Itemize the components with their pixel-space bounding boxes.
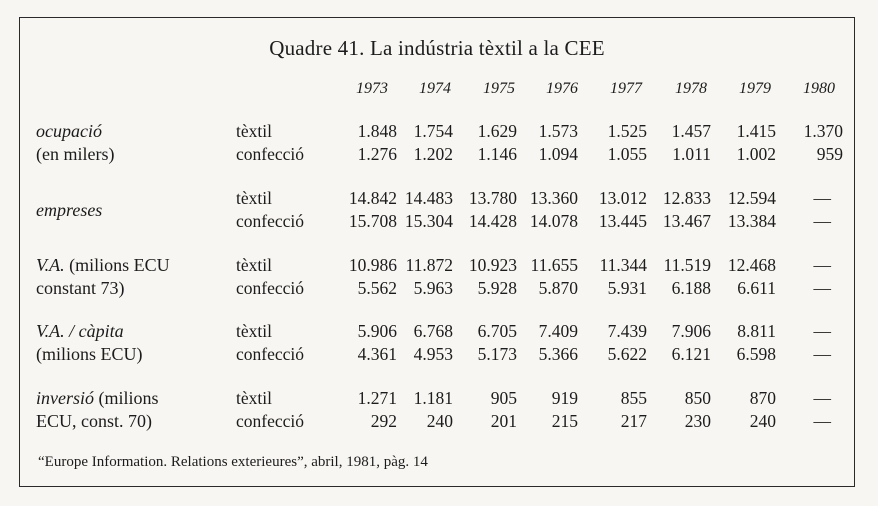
subcategory-textil: tèxtil [236, 388, 272, 408]
table-cell: 11.655 [530, 255, 578, 275]
table-cell: 11.344 [599, 255, 647, 275]
table-cell: 7.906 [671, 321, 711, 341]
table-cell: 11.519 [663, 255, 711, 275]
year-header-1979: 1979 [739, 80, 771, 97]
table-cell: 6.768 [413, 321, 453, 341]
table-title: Quadre 41. La indústria tèxtil a la CEE [269, 36, 605, 60]
year-header-1976: 1976 [546, 80, 578, 97]
table-cell: 5.366 [538, 344, 578, 364]
table-cell: 1.276 [357, 144, 397, 164]
table-cell: 14.483 [404, 188, 453, 208]
table-cell: 6.705 [477, 321, 517, 341]
table-cell: 12.468 [727, 255, 776, 275]
table-cell: 14.078 [529, 211, 578, 231]
table-cell: — [813, 321, 831, 341]
table-cell: 6.188 [671, 278, 711, 298]
table-cell: 1.848 [357, 121, 397, 141]
table-cell: 10.986 [348, 255, 397, 275]
row-label-rest: (milions [94, 388, 159, 408]
table-cell: 1.094 [538, 144, 578, 164]
table-cell: 1.370 [803, 121, 843, 141]
table-cell: 15.304 [404, 211, 453, 231]
table-cell: 13.780 [468, 188, 517, 208]
subcategory-textil: tèxtil [236, 321, 272, 341]
table-cell: 230 [684, 411, 711, 431]
table-cell: 14.842 [348, 188, 397, 208]
table-cell: 5.906 [357, 321, 397, 341]
table-cell: 13.467 [662, 211, 711, 231]
table-cell: 11.872 [405, 255, 453, 275]
table-cell: 10.923 [468, 255, 517, 275]
table-cell: 4.361 [357, 344, 397, 364]
row-label [36, 255, 170, 276]
subcategory-confeccio: confecció [236, 278, 305, 298]
table-cell: 14.428 [468, 211, 517, 231]
table-cell: 7.409 [538, 321, 578, 341]
table-cell: 1.629 [477, 121, 517, 141]
table-cell: 215 [551, 411, 578, 431]
year-header-1978: 1978 [675, 80, 707, 97]
table-cell: 13.360 [529, 188, 578, 208]
table-cell: 5.963 [413, 278, 453, 298]
table-cell: 8.811 [737, 321, 776, 341]
table-cell: 6.611 [737, 278, 776, 298]
table-cell: 6.598 [736, 344, 776, 364]
subcategory-confeccio: confecció [236, 144, 305, 164]
table-cell: 13.384 [727, 211, 776, 231]
row-label-line2: (en milers) [36, 144, 115, 164]
table-cell: 1.457 [671, 121, 711, 141]
table-cell: — [813, 255, 831, 275]
year-header-1974: 1974 [419, 80, 451, 97]
table-cell: — [813, 411, 831, 431]
table-cell: — [813, 344, 831, 364]
row-label-rest: (milions ECU [64, 255, 170, 275]
subcategory-textil: tèxtil [236, 121, 272, 141]
row-label [36, 321, 124, 342]
table-frame [19, 17, 855, 487]
table-cell: — [813, 388, 831, 408]
year-header-1973: 1973 [356, 80, 388, 97]
subcategory-textil: tèxtil [236, 255, 272, 275]
row-label-italic: empreses [36, 200, 103, 220]
table-cell: — [813, 188, 831, 208]
table-cell: 15.708 [348, 211, 397, 231]
table-cell: 1.525 [607, 121, 647, 141]
table-cell: 13.012 [598, 188, 647, 208]
year-header-1977: 1977 [610, 80, 642, 97]
row-label-italic: ocupació [36, 121, 102, 141]
table-cell: 1.271 [357, 388, 397, 408]
table-cell: 1.055 [607, 144, 647, 164]
row-label [36, 200, 102, 221]
table-cell: 240 [749, 411, 776, 431]
table-cell: — [813, 278, 831, 298]
table-cell: 5.928 [477, 278, 517, 298]
row-label [36, 388, 159, 409]
subcategory-textil: tèxtil [236, 188, 272, 208]
table-cell: 1.415 [736, 121, 776, 141]
table-cell: 13.445 [598, 211, 647, 231]
row-label-line2: ECU, const. 70) [36, 411, 152, 431]
table-cell: 6.121 [671, 344, 711, 364]
table-cell: 292 [370, 411, 397, 431]
table-cell: 1.573 [538, 121, 578, 141]
year-header-1980: 1980 [803, 80, 835, 97]
table-cell: 12.594 [727, 188, 776, 208]
table-cell: 1.011 [672, 144, 711, 164]
table-cell: 919 [551, 388, 578, 408]
subcategory-confeccio: confecció [236, 211, 305, 231]
table-cell: 1.202 [413, 144, 453, 164]
table-cell: 12.833 [662, 188, 711, 208]
row-label-line2: constant 73) [36, 278, 125, 298]
table-cell: 850 [684, 388, 711, 408]
table-cell: 7.439 [607, 321, 647, 341]
table-cell: 217 [620, 411, 647, 431]
row-label-italic: V.A. / càpita [36, 321, 124, 341]
row-label [36, 121, 102, 142]
subcategory-confeccio: confecció [236, 344, 305, 364]
table-cell: 4.953 [413, 344, 453, 364]
source-note: “Europe Information. Relations exterieures”, abril, 1981, pàg. 14 [38, 454, 428, 470]
table-cell: 959 [816, 144, 843, 164]
table-cell: 870 [749, 388, 776, 408]
row-label-line2: (milions ECU) [36, 344, 143, 364]
table-cell: 5.562 [357, 278, 397, 298]
table-cell: 1.002 [736, 144, 776, 164]
table-cell: 855 [620, 388, 647, 408]
table-cell: 1.754 [413, 121, 453, 141]
row-label-italic: V.A. [36, 255, 65, 275]
table-cell: 1.181 [413, 388, 453, 408]
table-cell: 1.146 [477, 144, 517, 164]
subcategory-confeccio: confecció [236, 411, 305, 431]
table-cell: 5.173 [477, 344, 517, 364]
table-cell: 905 [490, 388, 517, 408]
table-cell: 240 [426, 411, 453, 431]
table-cell: 5.931 [607, 278, 647, 298]
table-cell: — [813, 211, 831, 231]
row-label-italic: inversió [36, 388, 94, 408]
table-cell: 5.870 [538, 278, 578, 298]
table-cell: 5.622 [607, 344, 647, 364]
year-header-1975: 1975 [483, 80, 515, 97]
table-cell: 201 [490, 411, 517, 431]
